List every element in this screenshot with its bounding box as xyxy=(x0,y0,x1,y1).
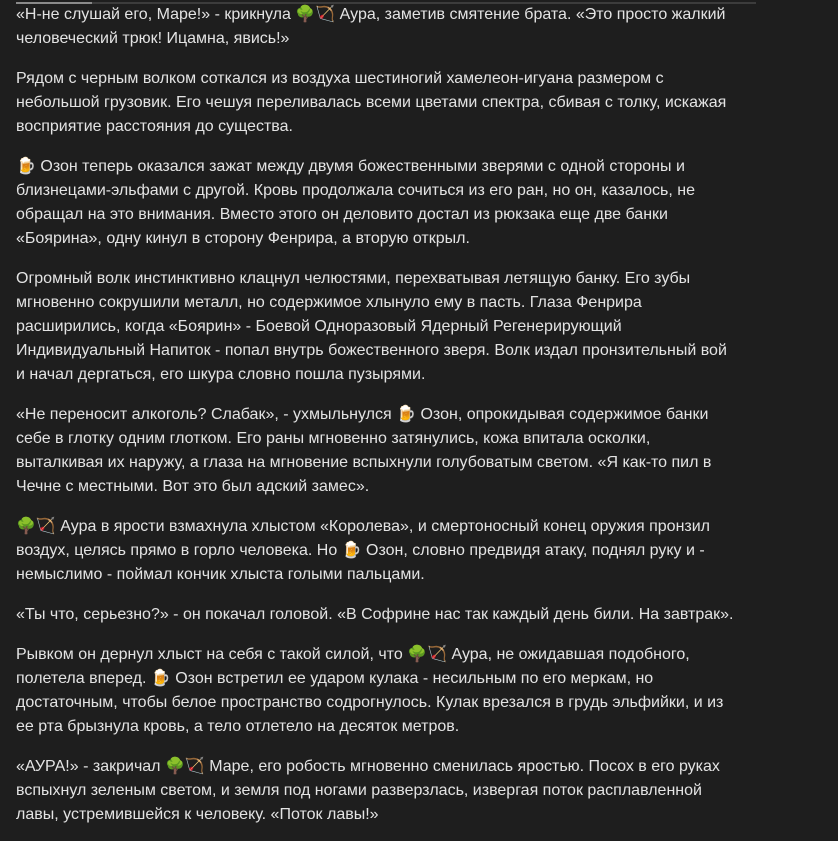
story-paragraph-9: «АУРА!» - закричал 🌳🏹 Маре, его робость мгновенно сменилась яростью. Посох в его руках вспыхнул зеленым светом, и земля под ногами разверзлась, извергая поток расплавленной лавы, устремившейся к человеку. «Поток лавы!» xyxy=(16,758,720,823)
story-paragraph-8: Рывком он дернул хлыст на себя с такой силой, что 🌳🏹 Аура, не ожидавшая подобного, полетела вперед. 🍺 Озон встретил ее ударом кулака - несильным по его меркам, но достаточным, чтобы белое пространство содрогнулось. Кулак врезался в грудь эльфийки, и из ее рта брызнула кровь, а тело отлетело на десяток метров. xyxy=(16,646,724,735)
story-text xyxy=(16,3,824,841)
story-paragraph-1: «Н-не слушай его, Маре!» - крикнула 🌳🏹 Аура, заметив смятение брата. «Это просто жалкий человеческий трюк! Ицамна, явись!» xyxy=(16,6,726,47)
story-paragraph-3: 🍺 Озон теперь оказался зажат между двумя божественными зверями с одной стороны и близнецами-эльфами с другой. Кровь продолжала сочиться из его ран, но он, казалось, не обращал на это внимания. Вместо этого он деловито достал из рюкзака еще две банки «Боярина», одну кинул в сторону Фенрира, а вторую открыл. xyxy=(16,158,695,247)
story-paragraph-4: Огромный волк инстинктивно клацнул челюстями, перехватывая летящую банку. Его зубы мгновенно сокрушили металл, но содержимое хлынуло ему в пасть. Глаза Фенрира расширились, когда «Боярин» - Боевой Одноразовый Ядерный Регенерирующий Индивидуальный Напиток - попал внутрь божественного зверя. Волк издал пронзительный вой и начал дергаться, его шкура словно пошла пузырями. xyxy=(16,270,727,383)
story-paragraph-6: 🌳🏹 Аура в ярости взмахнула хлыстом «Королева», и смертоносный конец оружия пронзил воздух, целясь прямо в горло человека. Но 🍺 Озон, словно предвидя атаку, поднял руку и - немыслимо - поймал кончик хлыста голыми пальцами. xyxy=(16,518,711,583)
story-paragraph-5: «Не переносит алкоголь? Слабак», - ухмыльнулся 🍺 Озон, опрокидывая содержимое банки себе в глотку одним глотком. Его раны мгновенно затянулись, кожа впитала осколки, выталкивая их наружу, а глаза на мгновение вспыхнули голубоватым светом. «Я как-то пил в Чечне с местными. Вот это был адский замес». xyxy=(16,406,712,495)
story-paragraph-7: «Ты что, серьезно?» - он покачал головой. «В Софрине нас так каждый день били. На завтрак». xyxy=(16,606,734,623)
story-paragraph-2: Рядом с черным волком соткался из воздуха шестиногий хамелеон-игуана размером с небольшой грузовик. Его чешуя переливалась всеми цветами спектра, сбивая с толку, искажая восприятие расстояния до существа. xyxy=(16,70,727,135)
